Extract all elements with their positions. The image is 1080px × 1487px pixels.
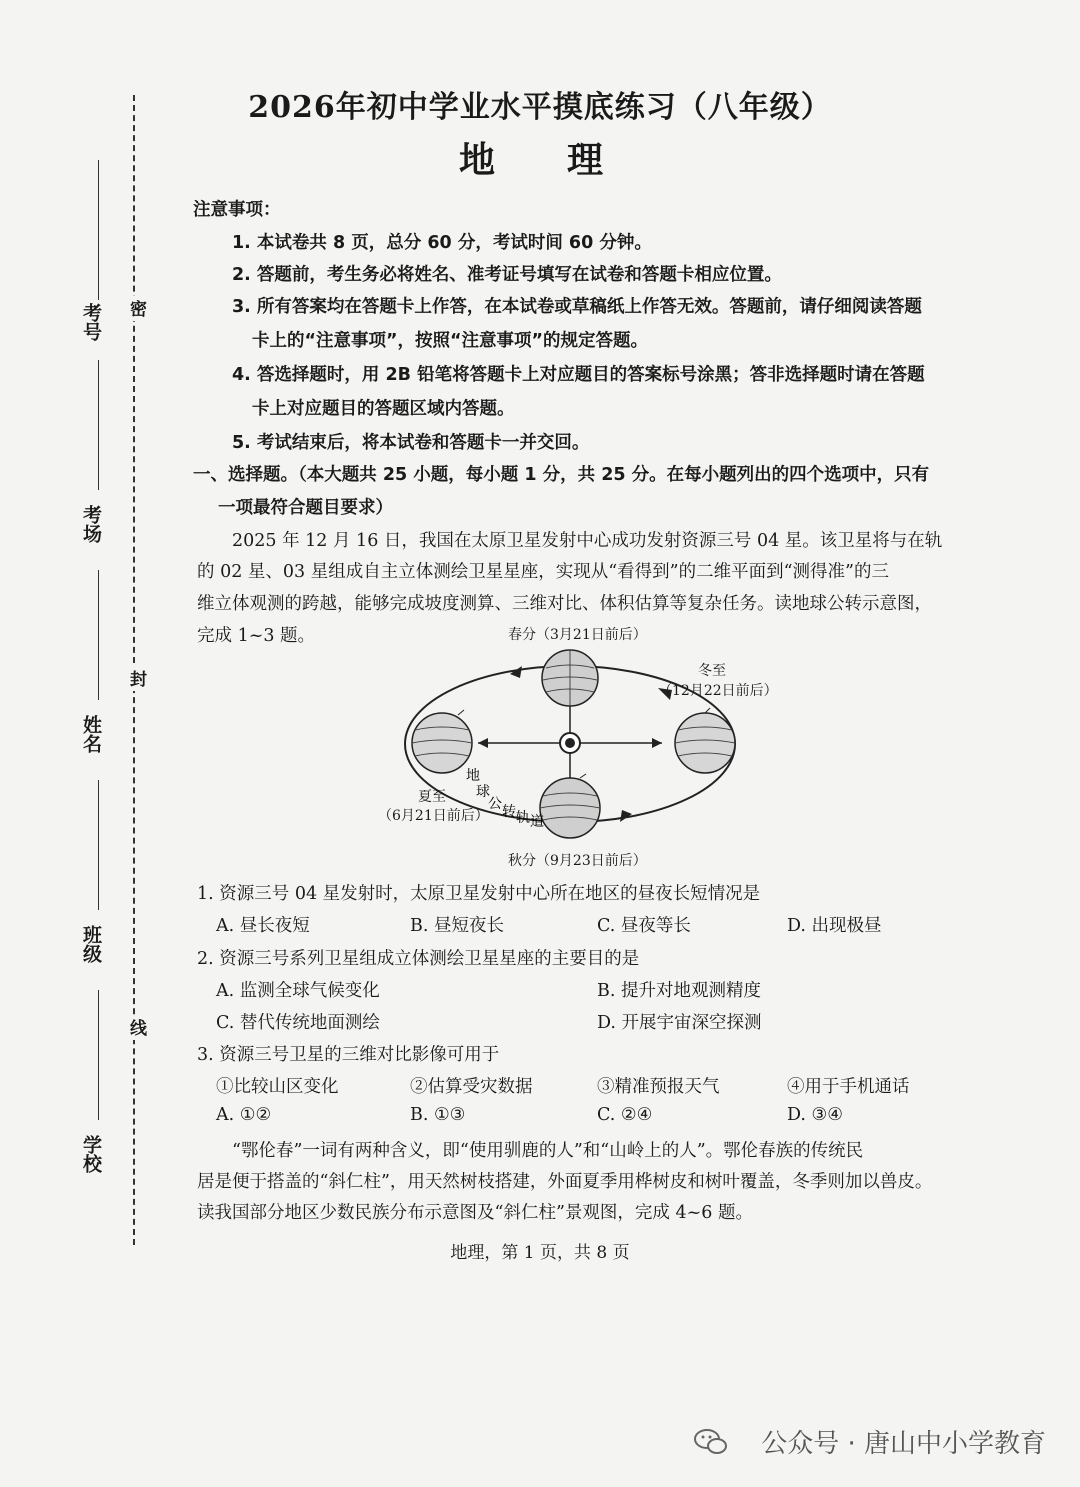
earth-spring-icon xyxy=(542,650,598,706)
option-a: A. 监测全球气候变化 xyxy=(216,981,380,1001)
field-line xyxy=(98,360,99,490)
earth-summer-icon xyxy=(412,710,472,773)
option-d: D. 出现极昼 xyxy=(787,916,882,936)
passage-line: 2025 年 12 月 16 日，我国在太原卫星发射中心成功发射资源三号 04 星。该卫星将与在轨 xyxy=(232,531,943,551)
section-heading-cont: 一项最符合题目要求） xyxy=(218,498,393,518)
passage-line: 读我国部分地区少数民族分布示意图及“斜仁柱”景观图，完成 4~6 题。 xyxy=(197,1203,753,1223)
passage-line: 完成 1~3 题。 xyxy=(197,626,316,646)
field-label-class: 班级 xyxy=(80,925,102,963)
label-autumn-equinox: 秋分（9月23日前后） xyxy=(508,853,647,869)
field-label-name: 姓名 xyxy=(80,715,102,753)
notice-item: 卡上的“注意事项”，按照“注意事项”的规定答题。 xyxy=(252,331,649,351)
orbit-label-char: 轨 xyxy=(516,810,530,826)
label-summer-solstice: 夏至 xyxy=(418,789,446,805)
subject-title: 地 理 xyxy=(458,139,621,181)
field-label-school: 学校 xyxy=(80,1135,102,1173)
orbit-label-char: 公 xyxy=(488,796,502,812)
orbit-label-char: 地 xyxy=(466,768,480,784)
notice-item: 4. 答选择题时，用 2B 铅笔将答题卡上对应题目的答案标号涂黑；答非选择题时请在答题 xyxy=(232,365,925,385)
statement-item: ②估算受灾数据 xyxy=(410,1077,533,1097)
passage-line: “鄂伦春”一词有两种含义，即“使用驯鹿的人”和“山岭上的人”。鄂伦春族的传统民 xyxy=(232,1141,864,1161)
earth-revolution-diagram xyxy=(370,618,770,870)
field-label-exam-room: 考场 xyxy=(80,505,102,543)
statement-item: ④用于手机通话 xyxy=(787,1077,910,1097)
option-b: B. 昼短夜长 xyxy=(410,916,504,936)
orbit-label-char: 道 xyxy=(530,814,544,830)
earth-autumn-icon xyxy=(540,774,600,838)
field-label-exam-number: 考号 xyxy=(80,303,102,341)
label-winter-solstice: 冬至 xyxy=(698,663,726,679)
notice-item: 1. 本试卷共 8 页，总分 60 分，考试时间 60 分钟。 xyxy=(232,233,652,253)
watermark-text: 公众号 · 唐山中小学教育 xyxy=(761,1429,1046,1459)
seal-char-mi: 密 xyxy=(124,296,149,321)
label-spring-equinox: 春分（3月21日前后） xyxy=(508,627,647,643)
option-d: D. 开展宇宙深空探测 xyxy=(597,1013,762,1033)
notice-heading: 注意事项： xyxy=(193,200,281,220)
field-line xyxy=(98,990,99,1120)
orbit-label-char: 球 xyxy=(476,784,490,800)
notice-item: 5. 考试结束后，将本试卷和答题卡一并交回。 xyxy=(232,433,590,453)
statement-item: ③精准预报天气 xyxy=(597,1077,720,1097)
seal-char-xian: 线 xyxy=(124,1015,149,1040)
option-b: B. ①③ xyxy=(410,1105,466,1125)
sun-icon xyxy=(560,733,580,753)
option-c: C. 昼夜等长 xyxy=(597,916,691,936)
option-c: C. 替代传统地面测绘 xyxy=(216,1013,380,1033)
option-c: C. ②④ xyxy=(597,1105,653,1125)
label-summer-date: （6月21日前后） xyxy=(378,808,489,824)
wechat-icon xyxy=(694,1428,728,1456)
passage-line: 维立体观测的跨越，能够完成坡度测算、三维对比、体积估算等复杂任务。读地球公转示意图， xyxy=(197,594,932,614)
orbit-label-char: 转 xyxy=(502,804,516,820)
field-line xyxy=(98,570,99,700)
option-b: B. 提升对地观测精度 xyxy=(597,981,761,1001)
field-line xyxy=(98,160,99,300)
passage-line: 居是便于搭盖的“斜仁柱”，用天然树枝搭建，外面夏季用桦树皮和树叶覆盖，冬季则加以兽皮。 xyxy=(197,1172,933,1192)
option-d: D. ③④ xyxy=(787,1105,843,1125)
question-stem: 1. 资源三号 04 星发射时，太原卫星发射中心所在地区的昼夜长短情况是 xyxy=(197,884,761,904)
page-footer: 地理，第 1 页，共 8 页 xyxy=(450,1243,630,1263)
option-a: A. 昼长夜短 xyxy=(216,916,310,936)
notice-item: 3. 所有答案均在答题卡上作答，在本试卷或草稿纸上作答无效。答题前，请仔细阅读答题 xyxy=(232,297,922,317)
option-a: A. ①② xyxy=(216,1105,272,1125)
exam-title: 2026年初中学业水平摸底练习（八年级） xyxy=(248,90,832,125)
question-stem: 2. 资源三号系列卫星组成立体测绘卫星星座的主要目的是 xyxy=(197,949,640,969)
notice-item: 2. 答题前，考生务必将姓名、准考证号填写在试卷和答题卡相应位置。 xyxy=(232,265,782,285)
seal-char-feng: 封 xyxy=(124,666,149,691)
passage-line: 的 02 星、03 星组成自主立体测绘卫星星座，实现从“看得到”的二维平面到“测得准”的三 xyxy=(197,562,890,582)
notice-item: 卡上对应题目的答题区域内答题。 xyxy=(252,399,515,419)
field-line xyxy=(98,780,99,910)
statement-item: ①比较山区变化 xyxy=(216,1077,339,1097)
section-heading: 一、选择题。（本大题共 25 小题，每小题 1 分，共 25 分。在每小题列出的四个选项中，只有 xyxy=(193,465,930,485)
label-winter-date: （12月22日前后） xyxy=(658,683,778,699)
question-stem: 3. 资源三号卫星的三维对比影像可用于 xyxy=(197,1045,500,1065)
